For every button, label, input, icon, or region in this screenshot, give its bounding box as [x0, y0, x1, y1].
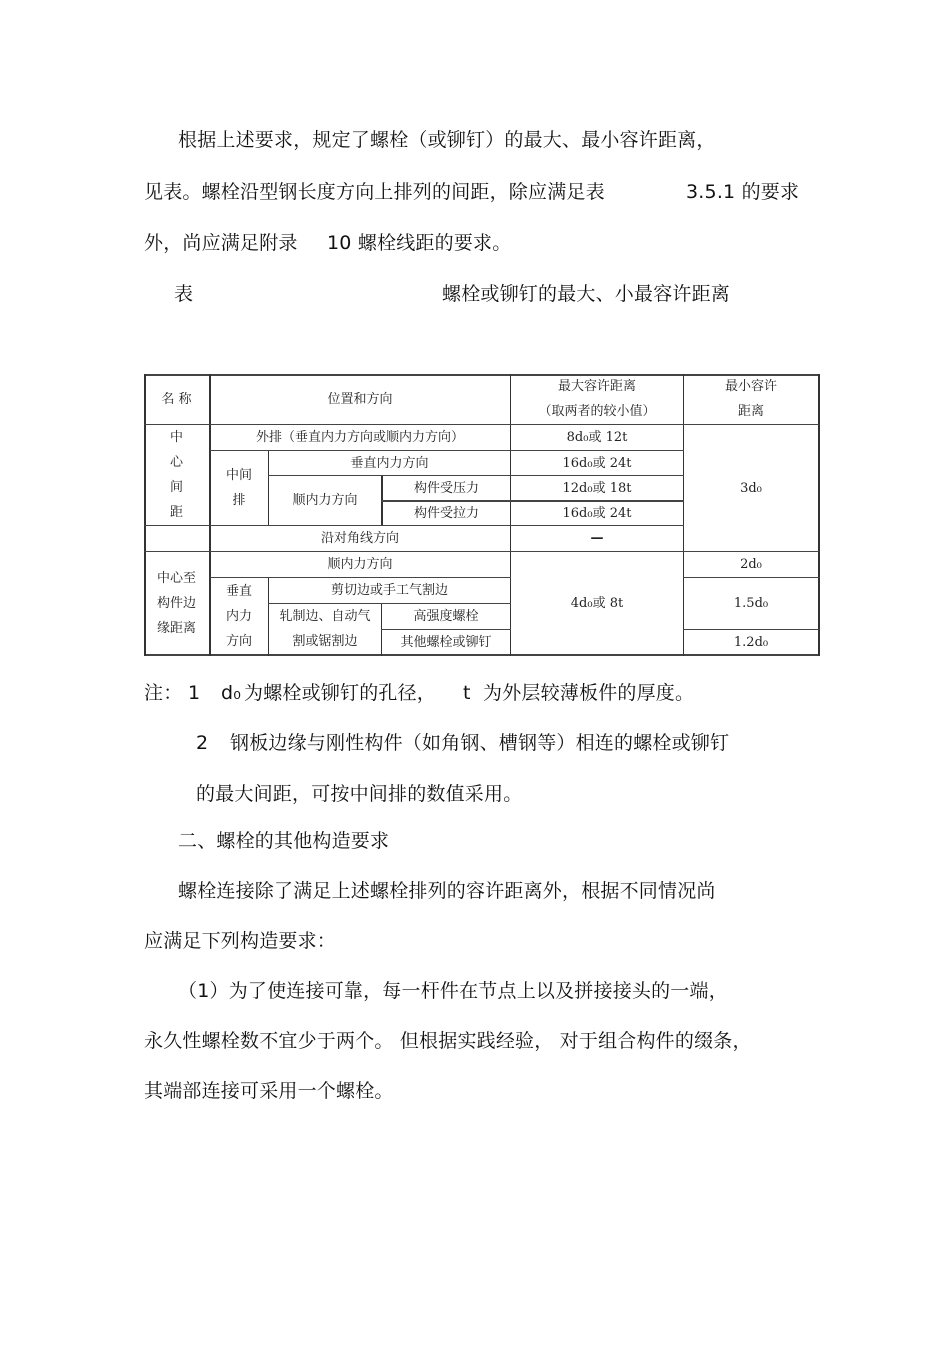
bolt-spacing-table — [144, 374, 820, 656]
table-caption-label: 表 — [174, 283, 194, 305]
paragraph-line: 螺栓连接除了满足上述螺栓排列的容许距离外，根据不同情况尚 — [178, 880, 716, 902]
sheared-edge: 剪切边或手工气割边 — [330, 583, 448, 598]
label-line: 缘距离 — [156, 620, 196, 636]
outer-row-max: 8d₀或 12t — [566, 430, 628, 445]
perpendicular-direction: 垂直内力方向 — [350, 455, 429, 471]
note-symbol-t: t — [463, 682, 471, 704]
section-heading: 二、螺栓的其他构造要求 — [178, 830, 390, 852]
list-item-line: （1）为了使连接可靠，每一杆件在节点上以及拼接接头的一端， — [178, 980, 728, 1002]
center-spacing-min: 3d₀ — [740, 480, 762, 496]
note-text: 钢板边缘与刚性构件（如角钢、槽钢等）相连的螺栓或铆钉 — [230, 732, 730, 754]
high-strength-bolts: 高强度螺栓 — [413, 609, 479, 624]
note-text: 为螺栓或铆钉的孔径， — [244, 682, 437, 704]
note-symbol-d0: d₀ — [221, 682, 242, 704]
note-number: 2 — [196, 732, 209, 754]
edge-distance-max: 4d₀或 8t — [570, 595, 624, 611]
diagonal-direction: 沿对角线方向 — [320, 531, 399, 546]
note-text: 的最大间距，可按中间排的数值采用。 — [196, 783, 523, 805]
edge-perpendicular-label — [210, 578, 268, 654]
edge-along-force-min: 2d₀ — [740, 557, 762, 572]
rolled-edge — [269, 604, 381, 654]
note-number: 1 — [188, 682, 201, 704]
edge-along-force: 顺内力方向 — [327, 557, 393, 572]
header-min-line2: 距离 — [737, 404, 764, 419]
middle-row-label — [210, 451, 268, 525]
label-line: 构件边 — [156, 595, 196, 611]
note-text: 为外层较薄板件的厚度。 — [483, 682, 695, 704]
compression-max: 12d₀或 18t — [562, 480, 632, 496]
header-max-line1: 最大容许距离 — [557, 379, 636, 394]
label-line: 垂直 — [225, 583, 252, 599]
label-char: 距 — [169, 505, 183, 520]
label-char: 心 — [169, 455, 183, 470]
label-line: 排 — [232, 493, 246, 508]
other-bolts-min: 1.2d₀ — [733, 634, 769, 650]
paragraph-line: 见表。螺栓沿型钢长度方向上排列的间距，除应满足表 — [144, 181, 605, 203]
label-line: 中间 — [225, 468, 252, 483]
header-min-line1: 最小容许 — [724, 379, 777, 394]
diagonal-max: — — [590, 531, 604, 546]
paragraph-line: 应满足下列构造要求： — [144, 930, 337, 952]
header-max-line2: （取两者的较小值） — [538, 404, 656, 419]
table-border — [818, 374, 820, 656]
label-line: 内力 — [225, 608, 252, 624]
label-line: 中心至 — [156, 570, 196, 586]
paragraph-line: 根据上述要求，规定了螺栓（或铆钉）的最大、最小容许距离， — [178, 129, 716, 151]
other-bolts-rivets: 其他螺栓或铆钉 — [400, 634, 492, 650]
paragraph-line: 外，尚应满足附录 — [144, 232, 298, 254]
sheared-edge-min: 1.5d₀ — [733, 596, 769, 611]
table-reference: 3.5.1 的要求 — [686, 181, 800, 203]
header-min-distance — [684, 374, 818, 424]
header-position: 位置和方向 — [327, 391, 393, 407]
compression-member: 构件受压力 — [413, 480, 479, 496]
header-name: 名 称 — [161, 391, 192, 407]
list-item-line: 其端部连接可采用一个螺栓。 — [144, 1080, 394, 1102]
perpendicular-max: 16d₀或 24t — [562, 455, 632, 471]
paragraph-line: 10 螺栓线距的要求。 — [327, 232, 512, 254]
tension-max: 16d₀或 24t — [562, 506, 632, 521]
tension-member: 构件受拉力 — [413, 506, 479, 521]
along-force-direction: 顺内力方向 — [292, 493, 358, 508]
edge-distance-label — [144, 552, 209, 654]
label-line: 轧制边、自动气 — [279, 609, 371, 624]
label-line: 方向 — [225, 633, 252, 649]
outer-row: 外排（垂直内力方向或顺内力方向） — [255, 430, 464, 445]
header-max-distance — [511, 374, 683, 424]
label-line: 割或锯割边 — [292, 634, 358, 649]
table-caption-title: 螺栓或铆钉的最大、小最容许距离 — [442, 283, 731, 305]
label-char: 间 — [169, 480, 183, 495]
list-item-line: 永久性螺栓数不宜少于两个。 但根据实践经验， 对于组合构件的缀条， — [144, 1030, 752, 1052]
center-spacing-label — [144, 425, 209, 525]
note-prefix: 注： — [144, 682, 183, 704]
label-char: 中 — [169, 430, 183, 445]
